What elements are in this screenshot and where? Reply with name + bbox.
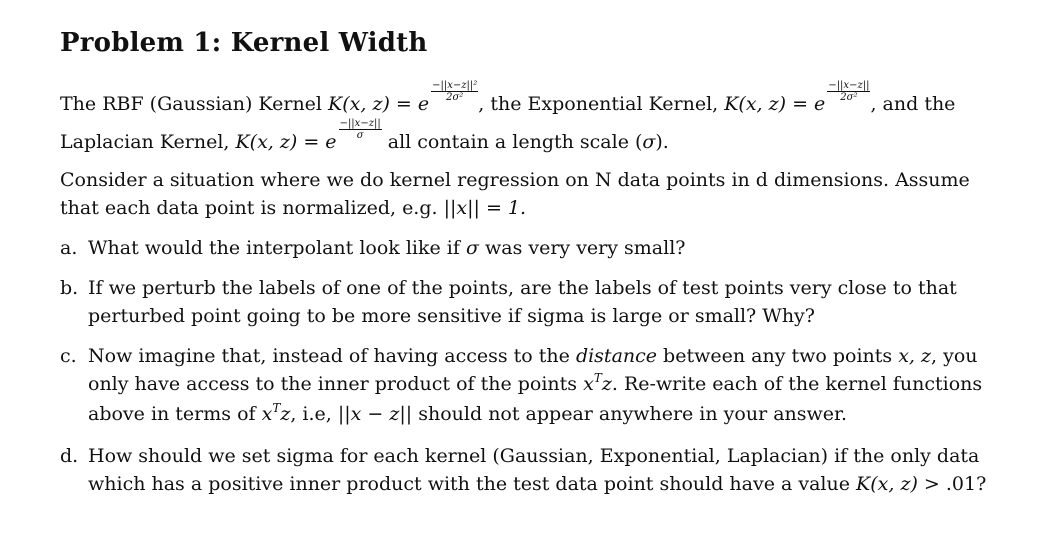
rbf-kernel-formula — [328, 80, 478, 115]
question-c-text-5: , i.e, — [290, 403, 338, 425]
rbf-exponent-denominator: 2σ² — [446, 92, 464, 103]
question-a-text-1: What would the interpolant look like if — [88, 237, 466, 259]
intro-text-2: , the Exponential Kernel, — [478, 93, 725, 115]
question-c-points: x, z — [898, 345, 931, 367]
inner-product-transpose: T — [593, 371, 602, 385]
question-d-text-1: How should we set sigma for each kernel (Gaussian, Exponential, Laplacian) if the only data which has a positive inner product with the test data point should have a value — [88, 445, 980, 495]
question-c-text-6: should not appear anywhere in your answer. — [412, 403, 848, 425]
intro-text-1: The RBF (Gaussian) Kernel — [60, 93, 329, 115]
norm-constraint: ||x|| = 1. — [443, 197, 527, 219]
problem-page — [60, 28, 1000, 510]
sigma-symbol: σ — [642, 131, 656, 153]
laplacian-exponent-denominator: σ — [356, 130, 364, 141]
question-d-kernel: K(x, z) — [856, 473, 918, 495]
question-c — [60, 342, 1000, 430]
setup-paragraph — [60, 166, 1000, 222]
setup-text: Consider a situation where we do kernel regression on N data points in d dimensions. Assume that each data point is normalized, e.g. — [60, 169, 970, 219]
laplacian-kernel-exponent — [339, 118, 382, 141]
question-a-label: a. — [60, 237, 78, 259]
inner-product-z: z — [601, 373, 612, 395]
rbf-kernel-exponent — [431, 80, 478, 103]
question-c-text-3: , you only have access to the inner product of the points — [88, 345, 978, 395]
inner-product-x-2: x — [261, 403, 273, 425]
exponential-kernel-formula — [724, 80, 870, 115]
question-a — [60, 234, 1000, 262]
question-d — [60, 442, 1000, 498]
inner-product-z-2: z — [280, 403, 291, 425]
laplacian-kernel-formula — [235, 118, 381, 153]
intro-paragraph — [60, 80, 1000, 156]
inner-product-x: x — [583, 373, 594, 395]
laplacian-kernel-lhs: K(x, z) = e — [235, 131, 337, 153]
intro-text-5: ). — [655, 131, 669, 153]
question-c-label: c. — [60, 345, 77, 367]
question-c-text-4: . Re-write each of the kernel functions above in terms of — [88, 373, 983, 425]
rbf-kernel-lhs: K(x, z) = e — [328, 93, 430, 115]
question-d-text-2: > .01? — [917, 473, 987, 495]
rbf-exponent-numerator: −||x−z||² — [432, 80, 478, 91]
problem-title: Problem 1: Kernel Width — [60, 28, 428, 58]
question-c-distance-word: distance — [575, 345, 658, 367]
question-c-norm: ||x − z|| — [337, 403, 413, 425]
exponential-kernel-exponent — [827, 80, 870, 103]
intro-text-4: all contain a length scale ( — [381, 131, 643, 153]
exponential-exponent-denominator: 2σ² — [840, 92, 858, 103]
question-b — [60, 274, 1000, 330]
question-a-sigma: σ — [465, 237, 479, 259]
question-d-label: d. — [60, 445, 79, 467]
exponential-exponent-numerator: −||x−z|| — [828, 80, 870, 91]
question-list — [60, 234, 1000, 498]
question-a-text-2: was very very small? — [478, 237, 686, 259]
question-c-text-2: between any two points — [657, 345, 899, 367]
question-b-label: b. — [60, 277, 79, 299]
question-b-text: If we perturb the labels of one of the points, are the labels of test points very close to that perturbed point going to be more sensitive if sigma is large or small? Why? — [88, 277, 957, 327]
laplacian-exponent-numerator: −||x−z|| — [339, 118, 381, 129]
exponential-kernel-lhs: K(x, z) = e — [724, 93, 826, 115]
question-c-text-1: Now imagine that, instead of having access to the — [88, 345, 576, 367]
intro-text-3: , and the Laplacian Kernel, — [60, 93, 956, 153]
inner-product-transpose-2: T — [272, 401, 281, 415]
